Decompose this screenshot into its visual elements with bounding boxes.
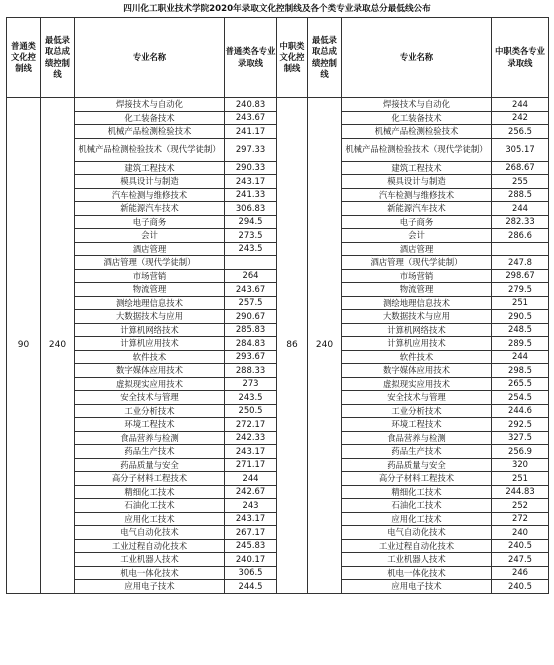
general-score-cell: 241.33	[225, 188, 277, 202]
general-score-cell: 243.5	[225, 391, 277, 405]
vocational-score-cell: 298.67	[492, 269, 549, 283]
vocational-score-cell: 242	[492, 111, 549, 125]
major-name-cell-2: 大数据技术与应用	[342, 310, 492, 324]
major-name-cell-2: 应用化工技术	[342, 512, 492, 526]
major-name-cell-2: 汽车检测与维修技术	[342, 188, 492, 202]
general-score-cell: 271.17	[225, 458, 277, 472]
general-score-cell: 290.33	[225, 161, 277, 175]
major-name-cell-2: 工业机器人技术	[342, 553, 492, 567]
major-name-cell: 电气自动化技术	[75, 526, 225, 540]
vocational-score-cell: 246	[492, 566, 549, 580]
vocational-score-cell: 298.5	[492, 364, 549, 378]
vocational-score-cell: 251	[492, 296, 549, 310]
major-name-cell: 建筑工程技术	[75, 161, 225, 175]
table-header-row	[7, 18, 549, 98]
general-score-cell: 240.17	[225, 553, 277, 567]
vocational-score-cell: 247.8	[492, 256, 549, 270]
vocational-score-cell: 244	[492, 202, 549, 216]
major-name-cell: 虚拟现实应用技术	[75, 377, 225, 391]
major-name-cell-2: 测绘地理信息技术	[342, 296, 492, 310]
general-score-cell: 244.5	[225, 580, 277, 594]
major-name-cell: 工业机器人技术	[75, 553, 225, 567]
vocational-score-cell: 255	[492, 175, 549, 189]
major-name-cell: 焊接技术与自动化	[75, 98, 225, 112]
header-vocational-control-line: 中职类文化控制线	[277, 18, 308, 98]
major-name-cell: 电子商务	[75, 215, 225, 229]
header-vocational-min-score: 中职类各专业录取线	[492, 18, 549, 98]
major-name-cell: 酒店管理（现代学徒制）	[75, 256, 225, 270]
major-name-cell: 高分子材料工程技术	[75, 472, 225, 486]
major-name-cell: 会计	[75, 229, 225, 243]
general-score-cell: 267.17	[225, 526, 277, 540]
major-name-cell-2: 电子商务	[342, 215, 492, 229]
major-name-cell: 计算机应用技术	[75, 337, 225, 351]
header-major-name: 专业名称	[75, 18, 225, 98]
major-name-cell-2: 软件技术	[342, 350, 492, 364]
major-name-cell-2: 机械产品检测检验技术（现代学徒制）	[342, 138, 492, 161]
major-name-cell: 工业分析技术	[75, 404, 225, 418]
general-score-cell: 284.83	[225, 337, 277, 351]
major-name-cell-2: 环境工程技术	[342, 418, 492, 432]
vocational-score-cell: 256.5	[492, 125, 549, 139]
general-score-cell: 285.83	[225, 323, 277, 337]
major-name-cell-2: 计算机网络技术	[342, 323, 492, 337]
major-name-cell: 化工装备技术	[75, 111, 225, 125]
general-score-cell: 240.83	[225, 98, 277, 112]
vocational-score-cell: 256.9	[492, 445, 549, 459]
general-score-cell: 257.5	[225, 296, 277, 310]
major-name-cell-2: 工业分析技术	[342, 404, 492, 418]
general-score-cell: 243	[225, 499, 277, 513]
vocational-score-cell: 240	[492, 526, 549, 540]
vocational-score-cell: 244.6	[492, 404, 549, 418]
general-score-cell: 241.17	[225, 125, 277, 139]
major-name-cell: 精细化工技术	[75, 485, 225, 499]
vocational-score-cell: 254.5	[492, 391, 549, 405]
header-major-name-2: 专业名称	[342, 18, 492, 98]
major-name-cell-2: 计算机应用技术	[342, 337, 492, 351]
major-name-cell: 测绘地理信息技术	[75, 296, 225, 310]
major-name-cell-2: 精细化工技术	[342, 485, 492, 499]
major-name-cell-2: 酒店管理	[342, 242, 492, 256]
major-name-cell-2: 虚拟现实应用技术	[342, 377, 492, 391]
vocational-score-cell: 282.33	[492, 215, 549, 229]
major-name-cell: 应用电子技术	[75, 580, 225, 594]
general-score-cell: 272.17	[225, 418, 277, 432]
header-general-min-score: 普通类各专业录取线	[225, 18, 277, 98]
major-name-cell-2: 食品营养与检测	[342, 431, 492, 445]
major-name-cell-2: 会计	[342, 229, 492, 243]
major-name-cell-2: 机械产品检测检验技术	[342, 125, 492, 139]
vocational-score-cell: 272	[492, 512, 549, 526]
general-score-cell: 243.67	[225, 283, 277, 297]
document-title: 四川化工职业技术学院2020年录取文化控制线及各个类专业录取总分最低线公布	[123, 4, 431, 14]
vocational-control-line-value: 86	[277, 98, 308, 594]
vocational-score-cell: 247.5	[492, 553, 549, 567]
major-name-cell-2: 安全技术与管理	[342, 391, 492, 405]
vocational-score-cell: 288.5	[492, 188, 549, 202]
general-score-cell: 297.33	[225, 138, 277, 161]
vocational-score-cell: 265.5	[492, 377, 549, 391]
general-score-cell: 273.5	[225, 229, 277, 243]
general-score-cell: 245.83	[225, 539, 277, 553]
vocational-score-cell: 290.5	[492, 310, 549, 324]
major-name-cell: 工业过程自动化技术	[75, 539, 225, 553]
general-score-cell: 306.5	[225, 566, 277, 580]
major-name-cell: 机械产品检测检验技术	[75, 125, 225, 139]
general-score-cell: 294.5	[225, 215, 277, 229]
major-name-cell-2: 焊接技术与自动化	[342, 98, 492, 112]
general-score-cell: 273	[225, 377, 277, 391]
major-name-cell-2: 机电一体化技术	[342, 566, 492, 580]
major-name-cell-2: 建筑工程技术	[342, 161, 492, 175]
vocational-score-cell: 252	[492, 499, 549, 513]
major-name-cell-2: 药品生产技术	[342, 445, 492, 459]
major-name-cell: 环境工程技术	[75, 418, 225, 432]
general-score-cell: 243.17	[225, 512, 277, 526]
vocational-min-total-value: 240	[308, 98, 342, 594]
major-name-cell: 石油化工技术	[75, 499, 225, 513]
major-name-cell-2: 化工装备技术	[342, 111, 492, 125]
major-name-cell: 酒店管理	[75, 242, 225, 256]
major-name-cell: 应用化工技术	[75, 512, 225, 526]
vocational-score-cell: 327.5	[492, 431, 549, 445]
general-score-cell	[225, 256, 277, 270]
vocational-score-cell: 244	[492, 98, 549, 112]
general-score-cell: 290.67	[225, 310, 277, 324]
general-score-cell: 250.5	[225, 404, 277, 418]
major-name-cell-2: 高分子材料工程技术	[342, 472, 492, 486]
major-name-cell: 药品生产技术	[75, 445, 225, 459]
major-name-cell: 大数据技术与应用	[75, 310, 225, 324]
table-row	[7, 98, 549, 112]
major-name-cell: 计算机网络技术	[75, 323, 225, 337]
vocational-score-cell: 279.5	[492, 283, 549, 297]
general-score-cell: 288.33	[225, 364, 277, 378]
vocational-score-cell: 289.5	[492, 337, 549, 351]
general-score-cell: 293.67	[225, 350, 277, 364]
major-name-cell-2: 市场营销	[342, 269, 492, 283]
major-name-cell-2: 电气自动化技术	[342, 526, 492, 540]
major-name-cell: 模具设计与制造	[75, 175, 225, 189]
major-name-cell-2: 物流管理	[342, 283, 492, 297]
major-name-cell-2: 药品质量与安全	[342, 458, 492, 472]
major-name-cell-2: 工业过程自动化技术	[342, 539, 492, 553]
general-score-cell: 242.33	[225, 431, 277, 445]
general-score-cell: 244	[225, 472, 277, 486]
vocational-score-cell: 244	[492, 350, 549, 364]
header-vocational-min-total: 最低录取总成绩控制线	[308, 18, 342, 98]
major-name-cell-2: 数字媒体应用技术	[342, 364, 492, 378]
major-name-cell: 机电一体化技术	[75, 566, 225, 580]
vocational-score-cell: 268.67	[492, 161, 549, 175]
major-name-cell-2: 模具设计与制造	[342, 175, 492, 189]
general-score-cell: 243.17	[225, 175, 277, 189]
major-name-cell: 汽车检测与维修技术	[75, 188, 225, 202]
general-score-cell: 243.5	[225, 242, 277, 256]
vocational-score-cell: 292.5	[492, 418, 549, 432]
general-min-total-value: 240	[41, 98, 75, 594]
general-control-line-value: 90	[7, 98, 41, 594]
vocational-score-cell: 240.5	[492, 539, 549, 553]
vocational-score-cell: 240.5	[492, 580, 549, 594]
vocational-score-cell: 251	[492, 472, 549, 486]
vocational-score-cell: 244.83	[492, 485, 549, 499]
general-score-cell: 264	[225, 269, 277, 283]
major-name-cell: 安全技术与管理	[75, 391, 225, 405]
major-name-cell: 物流管理	[75, 283, 225, 297]
major-name-cell-2: 应用电子技术	[342, 580, 492, 594]
vocational-score-cell: 320	[492, 458, 549, 472]
major-name-cell: 机械产品检测检验技术（现代学徒制）	[75, 138, 225, 161]
vocational-score-cell: 248.5	[492, 323, 549, 337]
vocational-score-cell	[492, 242, 549, 256]
major-name-cell: 药品质量与安全	[75, 458, 225, 472]
header-general-min-total: 最低录取总成绩控制线	[41, 18, 75, 98]
header-general-control-line: 普通类文化控制线	[7, 18, 41, 98]
major-name-cell: 软件技术	[75, 350, 225, 364]
major-name-cell: 食品营养与检测	[75, 431, 225, 445]
major-name-cell: 市场营销	[75, 269, 225, 283]
major-name-cell-2: 石油化工技术	[342, 499, 492, 513]
major-name-cell: 数字媒体应用技术	[75, 364, 225, 378]
vocational-score-cell: 305.17	[492, 138, 549, 161]
general-score-cell: 306.83	[225, 202, 277, 216]
major-name-cell-2: 酒店管理（现代学徒制）	[342, 256, 492, 270]
general-score-cell: 243.17	[225, 445, 277, 459]
general-score-cell: 243.67	[225, 111, 277, 125]
vocational-score-cell: 286.6	[492, 229, 549, 243]
admission-score-table	[6, 17, 549, 594]
major-name-cell-2: 新能源汽车技术	[342, 202, 492, 216]
major-name-cell: 新能源汽车技术	[75, 202, 225, 216]
general-score-cell: 242.67	[225, 485, 277, 499]
